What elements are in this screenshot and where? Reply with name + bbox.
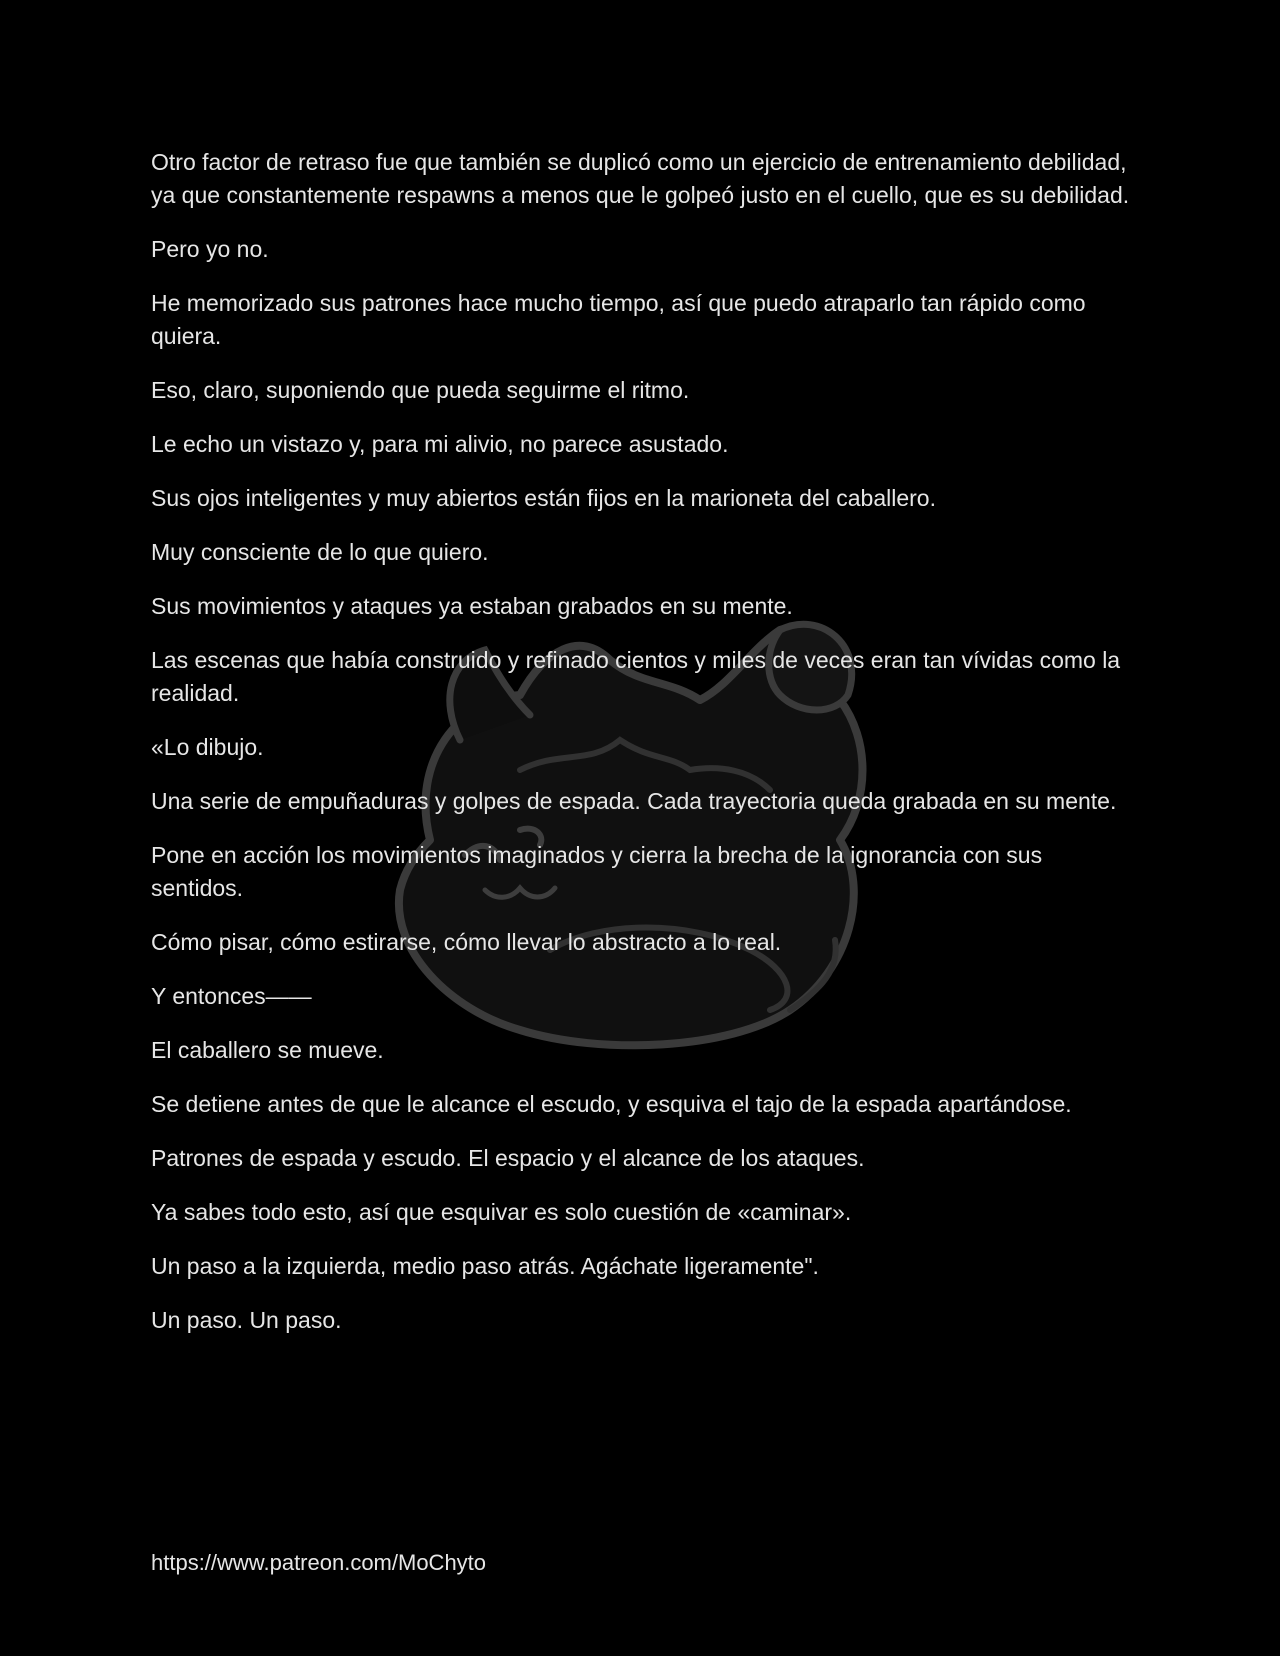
paragraph: Eso, claro, suponiendo que pueda seguirme el ritmo. [151,377,690,403]
paragraph: Otro factor de retraso fue que también se duplicó como un ejercicio de entrenamiento debilidad, ya que constantemente respawns a menos que le golpeó justo en el cuello, que es su debilidad. [151,149,1130,208]
paragraph: Pero yo no. [151,236,269,262]
paragraph: Pone en acción los movimientos imaginados y cierra la brecha de la ignorancia con sus sentidos. [151,842,1043,901]
paragraph: Se detiene antes de que le alcance el escudo, y esquiva el tajo de la espada apartándose. [151,1091,1072,1117]
paragraph: Sus ojos inteligentes y muy abiertos están fijos en la marioneta del caballero. [151,485,936,511]
patreon-link[interactable]: https://www.patreon.com/MoChyto [151,1550,487,1575]
paragraph: Y entonces—— [151,983,312,1009]
paragraph: Le echo un vistazo y, para mi alivio, no parece asustado. [151,431,729,457]
paragraph: Ya sabes todo esto, así que esquivar es solo cuestión de «caminar». [151,1199,852,1225]
paragraph: El caballero se mueve. [151,1037,384,1063]
paragraph: He memorizado sus patrones hace mucho tiempo, así que puedo atraparlo tan rápido como quiera. [151,290,1086,349]
paragraph: Patrones de espada y escudo. El espacio y el alcance de los ataques. [151,1145,865,1171]
paragraph: «Lo dibujo. [151,734,264,760]
paragraph: Sus movimientos y ataques ya estaban grabados en su mente. [151,593,793,619]
chapter-text [151,146,1131,1358]
paragraph: Muy consciente de lo que quiero. [151,539,489,565]
paragraph: Una serie de empuñaduras y golpes de espada. Cada trayectoria queda grabada en su mente. [151,788,1117,814]
paragraph: Un paso. Un paso. [151,1307,342,1333]
paragraph: Las escenas que había construido y refinado cientos y miles de veces eran tan vívidas como la realidad. [151,647,1121,706]
paragraph: Cómo pisar, cómo estirarse, cómo llevar lo abstracto a lo real. [151,929,782,955]
paragraph: Un paso a la izquierda, medio paso atrás. Agáchate ligeramente". [151,1253,819,1279]
